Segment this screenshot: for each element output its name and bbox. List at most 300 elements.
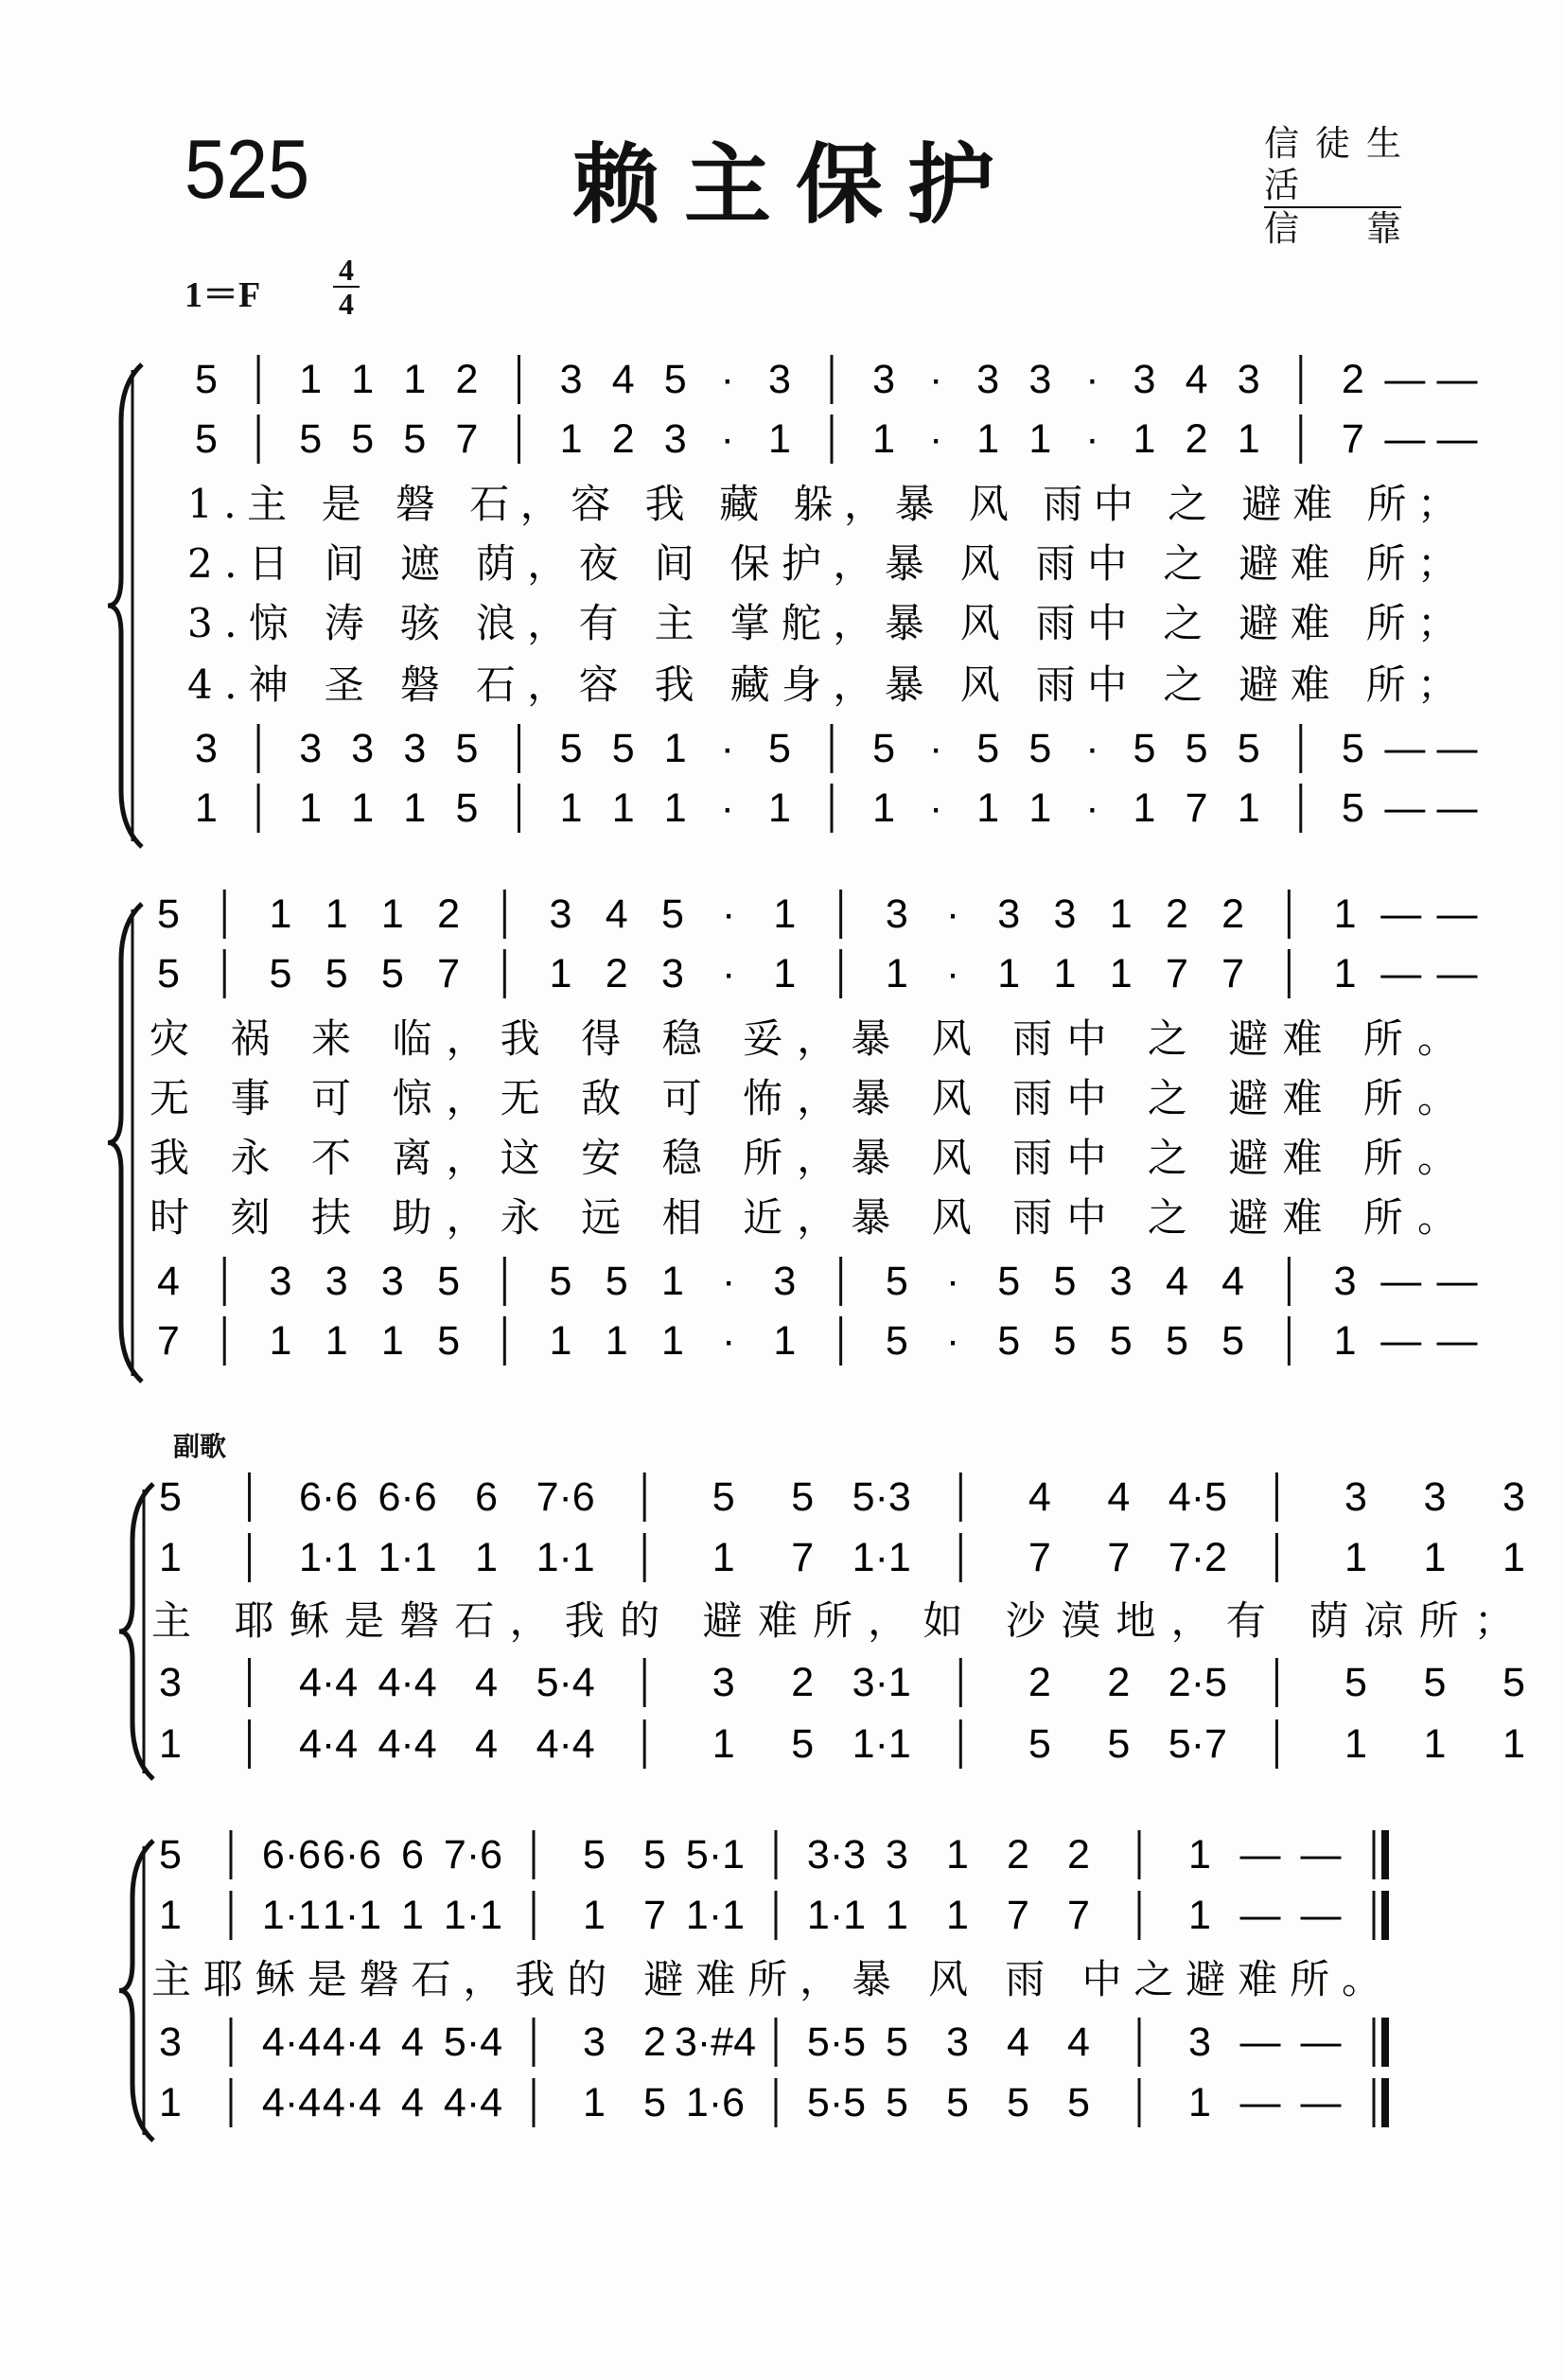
note: 1 bbox=[1053, 951, 1077, 996]
note: 1 bbox=[767, 416, 791, 462]
dash-note: — bbox=[1436, 357, 1478, 402]
note: 5 bbox=[1341, 726, 1364, 771]
note: · bbox=[1085, 726, 1099, 771]
note: 5·5 bbox=[806, 2019, 867, 2065]
note: 3 bbox=[1237, 357, 1260, 402]
note: 3 bbox=[946, 2019, 969, 2065]
lyric-line: 我 永 不 离，这 安 稳 所，暴 风 雨中 之 避难 所。 bbox=[149, 1135, 1457, 1181]
note: 1·1 bbox=[378, 1535, 437, 1580]
note: 5 bbox=[791, 1721, 815, 1767]
note: 1 bbox=[299, 357, 323, 402]
note: 1 bbox=[351, 357, 375, 402]
note: 7 bbox=[1028, 1535, 1051, 1580]
note: 7 bbox=[1185, 785, 1208, 831]
note: 5 bbox=[1221, 1318, 1245, 1364]
note: 7 bbox=[1341, 416, 1364, 462]
note: 1 bbox=[885, 951, 908, 996]
note: 1·6 bbox=[685, 2080, 746, 2125]
system-brace-2 bbox=[108, 904, 142, 1382]
dash-note: — bbox=[1300, 1832, 1342, 1878]
note: 1 bbox=[886, 1893, 908, 1938]
note: 7 bbox=[437, 951, 461, 996]
dash-note: — bbox=[1436, 891, 1478, 937]
note: 4 bbox=[157, 1259, 180, 1304]
note: 3 bbox=[885, 891, 908, 937]
note: 1 bbox=[1109, 951, 1133, 996]
note: 5 bbox=[997, 1318, 1021, 1364]
note: 3 bbox=[1344, 1474, 1367, 1520]
note: 2 bbox=[1067, 1832, 1090, 1878]
lyric-line: 4.神 圣 磐 石，容 我 藏身，暴 风 雨中 之 避难 所； bbox=[187, 661, 1457, 708]
note: 4 bbox=[401, 2019, 424, 2065]
note: 1 bbox=[773, 891, 797, 937]
note: 3 bbox=[549, 891, 572, 937]
dash-note: — bbox=[1300, 2080, 1342, 2125]
note: 1 bbox=[872, 416, 896, 462]
note: 5 bbox=[1067, 2080, 1090, 2125]
note: 5 bbox=[1053, 1318, 1077, 1364]
lyric-line: 主耶稣是磐石，我的 避难所，暴 风 雨 中之避难所。 bbox=[151, 1956, 1381, 2002]
note: 5 bbox=[712, 1474, 735, 1520]
dash-note: — bbox=[1300, 2019, 1342, 2065]
note: 5 bbox=[403, 416, 427, 462]
note: 1 bbox=[1133, 416, 1156, 462]
note: 1 bbox=[351, 785, 375, 831]
note: 4·4 bbox=[443, 2080, 503, 2125]
note: · bbox=[1085, 357, 1099, 402]
note: 1 bbox=[605, 1318, 628, 1364]
note: · bbox=[1085, 416, 1099, 462]
note: · bbox=[722, 1259, 736, 1304]
note: 2 bbox=[1185, 416, 1208, 462]
note: 4 bbox=[1165, 1259, 1188, 1304]
note: 1 bbox=[773, 951, 797, 996]
note: · bbox=[945, 1318, 960, 1364]
note: 2 bbox=[437, 891, 461, 937]
note: · bbox=[722, 891, 736, 937]
note: 6·6 bbox=[261, 1832, 322, 1878]
dash-note: — bbox=[1384, 726, 1426, 771]
note: 6·6 bbox=[298, 1474, 359, 1520]
note: 5 bbox=[767, 726, 791, 771]
note: 1 bbox=[299, 785, 323, 831]
dash-note: — bbox=[1436, 785, 1478, 831]
note: 1·1 bbox=[298, 1535, 359, 1580]
note: 3·1 bbox=[852, 1660, 911, 1705]
note: 5 bbox=[455, 785, 479, 831]
note: 2 bbox=[455, 357, 479, 402]
note: 1 bbox=[325, 1318, 348, 1364]
note: 2 bbox=[1007, 1832, 1029, 1878]
note: 3 bbox=[1188, 2019, 1211, 2065]
note: 5 bbox=[269, 951, 292, 996]
note: · bbox=[945, 891, 960, 937]
note: 2·5 bbox=[1168, 1660, 1227, 1705]
note: 5 bbox=[559, 726, 583, 771]
note: 4 bbox=[401, 2080, 424, 2125]
category-primary: 信徒生活 bbox=[1264, 123, 1401, 208]
note: 5 bbox=[611, 726, 635, 771]
note: 5 bbox=[997, 1259, 1021, 1304]
lyric-line: 3.惊 涛 骇 浪，有 主 掌舵，暴 风 雨中 之 避难 所； bbox=[187, 600, 1457, 646]
note: 1·1 bbox=[443, 1893, 503, 1938]
note: · bbox=[722, 951, 736, 996]
note: 1 bbox=[1028, 416, 1052, 462]
note: 5 bbox=[549, 1259, 572, 1304]
note: 7·6 bbox=[536, 1474, 595, 1520]
note: 3 bbox=[299, 726, 323, 771]
dash-note: — bbox=[1436, 951, 1478, 996]
note: 5 bbox=[195, 416, 218, 462]
note: 1 bbox=[159, 1535, 182, 1580]
key-signature: 1＝F bbox=[185, 275, 261, 315]
note: 2 bbox=[1341, 357, 1364, 402]
note: 1 bbox=[549, 951, 572, 996]
note: 3 bbox=[195, 726, 218, 771]
dash-note: — bbox=[1384, 416, 1426, 462]
note: 6·6 bbox=[378, 1474, 437, 1520]
note: 5 bbox=[872, 726, 896, 771]
note: 1 bbox=[976, 785, 1000, 831]
note: 7 bbox=[1107, 1535, 1131, 1580]
lyric-line: 灾 祸 来 临，我 得 稳 妥，暴 风 雨中 之 避难 所。 bbox=[149, 1015, 1457, 1062]
note: 6·6 bbox=[322, 1832, 382, 1878]
note: 5 bbox=[1185, 726, 1208, 771]
note: 1 bbox=[269, 1318, 292, 1364]
note: 5 bbox=[351, 416, 375, 462]
note: 1 bbox=[1423, 1721, 1447, 1767]
dash-note: — bbox=[1239, 1832, 1281, 1878]
note: 1 bbox=[946, 1893, 969, 1938]
note: 5 bbox=[583, 1832, 606, 1878]
note: 7·6 bbox=[443, 1832, 503, 1878]
note: 2 bbox=[1028, 1660, 1051, 1705]
note: 5 bbox=[885, 1259, 908, 1304]
note: 1 bbox=[380, 891, 404, 937]
note: 5 bbox=[1028, 1721, 1051, 1767]
note: 1 bbox=[269, 891, 292, 937]
note: 1 bbox=[946, 1832, 969, 1878]
note: · bbox=[929, 785, 943, 831]
note: 3 bbox=[976, 357, 1000, 402]
note: · bbox=[722, 1318, 736, 1364]
note: 1 bbox=[583, 2080, 606, 2125]
note: 4·4 bbox=[536, 1721, 595, 1767]
system-brace-4 bbox=[119, 1841, 153, 2141]
note: 5 bbox=[1133, 726, 1156, 771]
note: 5·1 bbox=[685, 1832, 746, 1878]
note: 4·5 bbox=[1168, 1474, 1227, 1520]
note: 3 bbox=[403, 726, 427, 771]
note: 1 bbox=[1028, 785, 1052, 831]
note: 1 bbox=[1237, 416, 1260, 462]
note: 1 bbox=[195, 785, 218, 831]
note: 3 bbox=[767, 357, 791, 402]
note: 3 bbox=[380, 1259, 404, 1304]
note: 4·4 bbox=[261, 2080, 322, 2125]
note: 4·4 bbox=[378, 1660, 437, 1705]
note: 1 bbox=[872, 785, 896, 831]
note: 1 bbox=[663, 785, 687, 831]
note: 3 bbox=[583, 2019, 606, 2065]
note: 1 bbox=[159, 1893, 182, 1938]
dash-note: — bbox=[1239, 2080, 1281, 2125]
note: 1·1 bbox=[685, 1893, 746, 1938]
note: 5 bbox=[1502, 1660, 1525, 1705]
note: 3 bbox=[159, 2019, 182, 2065]
note: 7 bbox=[455, 416, 479, 462]
note: 5 bbox=[1341, 785, 1364, 831]
note: · bbox=[945, 1259, 960, 1304]
note: 7 bbox=[643, 1893, 666, 1938]
note: 2 bbox=[791, 1660, 815, 1705]
note: 6 bbox=[475, 1474, 499, 1520]
note: 3 bbox=[269, 1259, 292, 1304]
note: 1·1 bbox=[852, 1535, 911, 1580]
note: 1 bbox=[159, 2080, 182, 2125]
note: 1 bbox=[325, 891, 348, 937]
hymn-number: 525 bbox=[185, 122, 310, 216]
note: 1 bbox=[403, 785, 427, 831]
note: 1 bbox=[1109, 891, 1133, 937]
note: 1 bbox=[1333, 891, 1357, 937]
note: 4·4 bbox=[322, 2019, 382, 2065]
note: 5·3 bbox=[852, 1474, 911, 1520]
hymn-title: 赖主保护 bbox=[572, 133, 1020, 236]
note: 5 bbox=[380, 951, 404, 996]
note: 5 bbox=[791, 1474, 815, 1520]
note: 5 bbox=[643, 1832, 666, 1878]
chorus-label: 副歌 bbox=[173, 1431, 227, 1462]
lyric-line: 1.主 是 磐 石，容 我 藏 躲，暴 风 雨中 之 避难 所； bbox=[187, 481, 1457, 527]
note: 5 bbox=[885, 1318, 908, 1364]
note: 1 bbox=[1188, 1893, 1211, 1938]
note: 7 bbox=[1165, 951, 1188, 996]
dash-note: — bbox=[1384, 357, 1426, 402]
note: 4·4 bbox=[298, 1660, 359, 1705]
note: 1 bbox=[1344, 1535, 1367, 1580]
note: 1 bbox=[549, 1318, 572, 1364]
note: 3 bbox=[1423, 1474, 1447, 1520]
note: 5 bbox=[157, 951, 180, 996]
note: 5 bbox=[1028, 726, 1052, 771]
note: 7 bbox=[1007, 1893, 1029, 1938]
note: 1 bbox=[403, 357, 427, 402]
dash-note: — bbox=[1380, 951, 1422, 996]
note: 1 bbox=[559, 416, 583, 462]
note: 1 bbox=[401, 1893, 424, 1938]
note: 7 bbox=[1221, 951, 1245, 996]
note: 3 bbox=[1028, 357, 1052, 402]
note: · bbox=[720, 785, 734, 831]
dash-note: — bbox=[1380, 1318, 1422, 1364]
note: 3 bbox=[660, 951, 684, 996]
note: 4 bbox=[611, 357, 635, 402]
note: 1 bbox=[773, 1318, 797, 1364]
note: 1 bbox=[1502, 1721, 1525, 1767]
note: · bbox=[929, 416, 943, 462]
system-brace-1 bbox=[108, 364, 142, 847]
note: 1·1 bbox=[806, 1893, 867, 1938]
note: 1 bbox=[1133, 785, 1156, 831]
note: 5 bbox=[886, 2019, 908, 2065]
dash-note: — bbox=[1436, 416, 1478, 462]
dash-note: — bbox=[1300, 1893, 1342, 1938]
note: 1 bbox=[475, 1535, 499, 1580]
note: 5 bbox=[660, 891, 684, 937]
note: 5·4 bbox=[536, 1660, 595, 1705]
note: 5 bbox=[1107, 1721, 1131, 1767]
note: 5 bbox=[886, 2080, 908, 2125]
note: 7 bbox=[1067, 1893, 1090, 1938]
note: 3 bbox=[773, 1259, 797, 1304]
note: 3 bbox=[559, 357, 583, 402]
note: 5 bbox=[1007, 2080, 1029, 2125]
lyric-line: 主 耶稣是磐石，我的 避难所，如 沙漠地，有 荫凉所； bbox=[151, 1597, 1514, 1644]
dash-note: — bbox=[1380, 1259, 1422, 1304]
note: 7·2 bbox=[1168, 1535, 1227, 1580]
note: 2 bbox=[1221, 891, 1245, 937]
category-secondary: 信靠 bbox=[1264, 208, 1401, 249]
note: 3 bbox=[325, 1259, 348, 1304]
note: 3 bbox=[663, 416, 687, 462]
note: 1 bbox=[767, 785, 791, 831]
note: 1 bbox=[663, 726, 687, 771]
note: 5·7 bbox=[1168, 1721, 1227, 1767]
note: 5 bbox=[1165, 1318, 1188, 1364]
note: · bbox=[720, 726, 734, 771]
note: 3 bbox=[1502, 1474, 1525, 1520]
note: 5 bbox=[299, 416, 323, 462]
note: 5 bbox=[455, 726, 479, 771]
note: 4 bbox=[1107, 1474, 1131, 1520]
dash-note: — bbox=[1239, 2019, 1281, 2065]
note: 5 bbox=[976, 726, 1000, 771]
note: · bbox=[945, 951, 960, 996]
note: 7 bbox=[791, 1535, 815, 1580]
note: 4·4 bbox=[378, 1721, 437, 1767]
note: 1 bbox=[660, 1318, 684, 1364]
note: 1·1 bbox=[322, 1893, 382, 1938]
note: 2 bbox=[611, 416, 635, 462]
note: 1 bbox=[583, 1893, 606, 1938]
note: 1 bbox=[660, 1259, 684, 1304]
note: 3 bbox=[1333, 1259, 1357, 1304]
note: 5 bbox=[643, 2080, 666, 2125]
note: 3 bbox=[351, 726, 375, 771]
note: 3·#4 bbox=[674, 2019, 757, 2065]
lyric-line: 2.日 间 遮 荫，夜 间 保护，暴 风 雨中 之 避难 所； bbox=[187, 540, 1457, 587]
note: 3·3 bbox=[806, 1832, 867, 1878]
note: 1 bbox=[1333, 951, 1357, 996]
note: 5 bbox=[437, 1259, 461, 1304]
note: 5 bbox=[1237, 726, 1260, 771]
note: 2 bbox=[1165, 891, 1188, 937]
note: 1 bbox=[1344, 1721, 1367, 1767]
note: 3 bbox=[159, 1660, 182, 1705]
dash-note: — bbox=[1384, 785, 1426, 831]
meter-top: 4 bbox=[333, 254, 360, 288]
note: 7 bbox=[157, 1318, 180, 1364]
note: 1 bbox=[1237, 785, 1260, 831]
note: 5 bbox=[1053, 1259, 1077, 1304]
dash-note: — bbox=[1436, 726, 1478, 771]
note: 5 bbox=[663, 357, 687, 402]
note: 1 bbox=[1188, 2080, 1211, 2125]
note: 5 bbox=[195, 357, 218, 402]
note: 4 bbox=[1028, 1474, 1051, 1520]
note: 1 bbox=[1423, 1535, 1447, 1580]
note: 5 bbox=[946, 2080, 969, 2125]
note: 5 bbox=[1423, 1660, 1447, 1705]
note: 1 bbox=[1333, 1318, 1357, 1364]
note: 1 bbox=[976, 416, 1000, 462]
note: 4 bbox=[475, 1721, 499, 1767]
note: 4·4 bbox=[261, 2019, 322, 2065]
note: 3 bbox=[997, 891, 1021, 937]
note: 5 bbox=[1344, 1660, 1367, 1705]
note: 2 bbox=[643, 2019, 666, 2065]
dash-note: — bbox=[1239, 1893, 1281, 1938]
note: 3 bbox=[1053, 891, 1077, 937]
note: 1·1 bbox=[261, 1893, 322, 1938]
dash-note: — bbox=[1436, 1318, 1478, 1364]
note: 4 bbox=[605, 891, 628, 937]
note: 3 bbox=[872, 357, 896, 402]
note: · bbox=[929, 726, 943, 771]
note: 3 bbox=[712, 1660, 735, 1705]
note: 4·4 bbox=[322, 2080, 382, 2125]
dash-note: — bbox=[1380, 891, 1422, 937]
note: · bbox=[720, 357, 734, 402]
note: 1·1 bbox=[852, 1721, 911, 1767]
note: · bbox=[1085, 785, 1099, 831]
note: 1 bbox=[1188, 1832, 1211, 1878]
lyric-line: 无 事 可 惊，无 敌 可 怖，暴 风 雨中 之 避难 所。 bbox=[149, 1075, 1457, 1121]
note: · bbox=[929, 357, 943, 402]
lyric-line: 时 刻 扶 助，永 远 相 近，暴 风 雨中 之 避难 所。 bbox=[149, 1194, 1457, 1241]
note: 5 bbox=[437, 1318, 461, 1364]
note: 1 bbox=[712, 1721, 735, 1767]
note: 1 bbox=[159, 1721, 182, 1767]
note: 3 bbox=[1133, 357, 1156, 402]
note: 5·5 bbox=[806, 2080, 867, 2125]
dash-note: — bbox=[1436, 1259, 1478, 1304]
note: 4 bbox=[1007, 2019, 1029, 2065]
note: 4·4 bbox=[298, 1721, 359, 1767]
system-brace-3 bbox=[119, 1484, 153, 1779]
note: 4 bbox=[475, 1660, 499, 1705]
note: 2 bbox=[605, 951, 628, 996]
note: 5 bbox=[1109, 1318, 1133, 1364]
note: 1·1 bbox=[536, 1535, 595, 1580]
note: 1 bbox=[712, 1535, 735, 1580]
note: 1 bbox=[611, 785, 635, 831]
note: 1 bbox=[997, 951, 1021, 996]
note: 3 bbox=[1109, 1259, 1133, 1304]
note: 4 bbox=[1185, 357, 1208, 402]
note: 1 bbox=[559, 785, 583, 831]
note: 1 bbox=[380, 1318, 404, 1364]
note: 5 bbox=[157, 891, 180, 937]
note: 3 bbox=[886, 1832, 908, 1878]
note: 1 bbox=[1502, 1535, 1525, 1580]
note: 6 bbox=[401, 1832, 424, 1878]
note: 2 bbox=[1107, 1660, 1131, 1705]
note: 5·4 bbox=[443, 2019, 503, 2065]
note: 5 bbox=[159, 1474, 182, 1520]
note: · bbox=[720, 416, 734, 462]
